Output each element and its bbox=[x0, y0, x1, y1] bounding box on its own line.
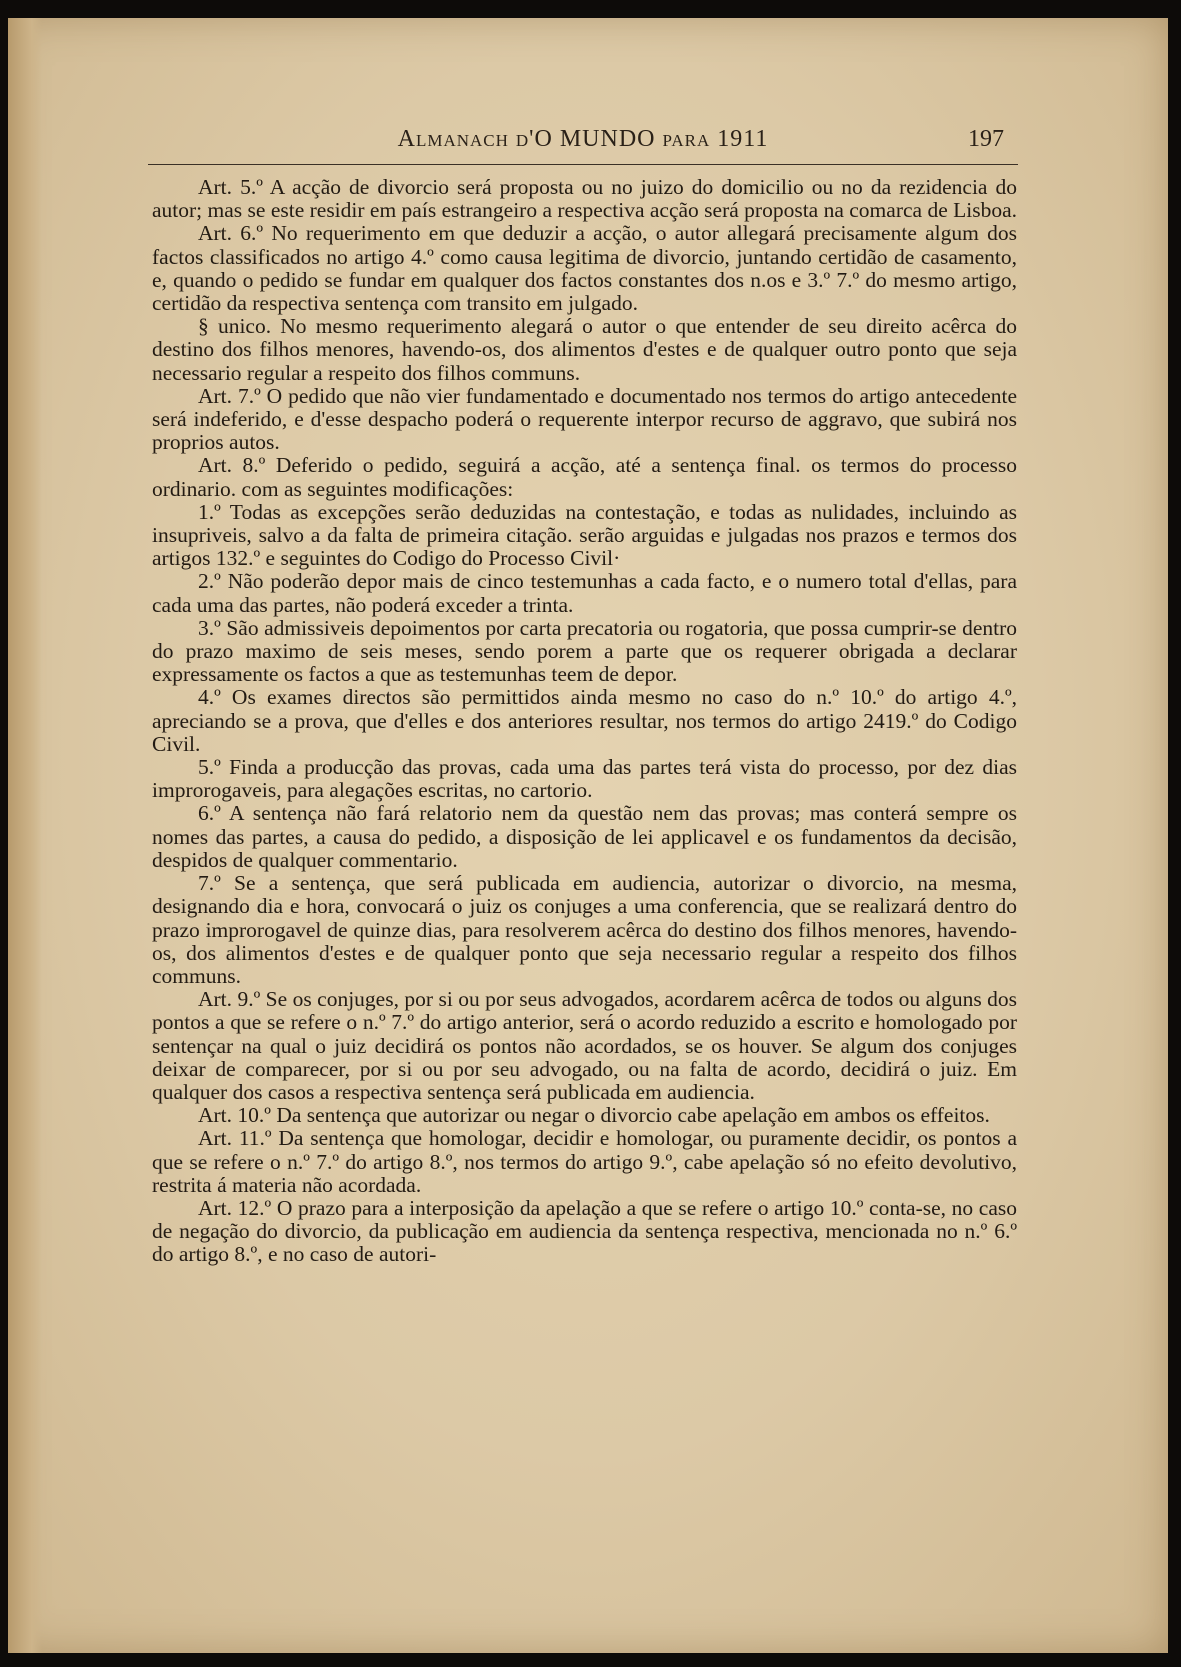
page-number: 197 bbox=[968, 126, 1004, 152]
paragraph-item-2: 2.º Não poderão depor mais de cinco testemunhas a cada facto, e o numero total d'ellas, para cada uma das partes, não poderá exceder a trinta. bbox=[152, 569, 1017, 617]
running-title: Almanach d'O MUNDO para 1911 bbox=[397, 126, 769, 152]
page-body bbox=[152, 176, 1017, 1267]
paragraph-art-7: Art. 7.º O pedido que não vier fundamentado e documentado nos termos do artigo antecedente será indeferido, e d'esse despacho poderá o requerente interpor recurso de aggravo, que subirá nos proprios autos. bbox=[152, 383, 1017, 455]
paragraph-art-11: Art. 11.º Da sentença que homologar, decidir e homologar, ou puramente decidir, os pontos a que se refere o n.º 7.º do artigo 8.º, nos termos do artigo 9.º, cabe apelação só no efeito devolutivo, restrita á materia não acordada. bbox=[152, 1126, 1017, 1197]
page-header bbox=[148, 114, 1018, 165]
paragraph-art-5: Art. 5.º A acção de divorcio será proposta ou no juizo do domicilio ou no da rezidencia do autor; mas se este residir em país estrangeiro a respectiva acção será proposta na comarca de Lisboa. bbox=[152, 175, 1017, 223]
book-page bbox=[8, 18, 1168, 1653]
paragraph-item-6: 6.º A sentença não fará relatorio nem da questão nem das provas; mas conterá sempre os nomes das partes, a causa do pedido, a disposição de lei applicavel e os fundamentos da decisão, despidos de qualquer commentario. bbox=[152, 801, 1017, 872]
paragraph-art-6: Art. 6.º No requerimento em que deduzir a acção, o autor allegará precisamente algum dos factos classificados no artigo 4.º como causa legitima de divorcio, juntando certidão de casamento, e, quando o pedido se fundar em qualquer dos factos constantes dos n.os e 3.º 7.º do mesmo artigo, certidão da respectiva sentença com transito em julgado. bbox=[152, 221, 1017, 316]
paragraph-item-3: 3.º São admissiveis depoimentos por carta precatoria ou rogatoria, que possa cumprir-se dentro do prazo maximo de seis meses, sendo porem a parte que os requerer obrigada a declarar expressamente os factos a que as testemunhas teem de depor. bbox=[152, 615, 1017, 687]
paragraph-item-1: 1.º Todas as excepções serão deduzidas na contestação, e todas as nulidades, incluindo as insupriveis, salvo a da falta de primeira citação. serão arguidas e julgadas nos prazos e termos dos artigos 132.º e seguintes do Codigo do Processo Civil· bbox=[152, 499, 1017, 571]
paragraph-item-4: 4.º Os exames directos são permittidos ainda mesmo no caso do n.º 10.º do artigo 4.º, apreciando se a prova, que d'elles e dos anteriores resultar, nos termos do artigo 2419.º do Codigo Civil. bbox=[152, 685, 1017, 756]
paragraph-art-8: Art. 8.º Deferido o pedido, seguirá a acção, até a sentença final. os termos do processo ordinario. com as seguintes modificações: bbox=[152, 453, 1017, 501]
page-gutter bbox=[8, 18, 42, 1653]
paragraph-art-9: Art. 9.º Se os conjuges, por si ou por seus advogados, acordarem acêrca de todos ou alguns dos pontos a que se refere o n.º 7.º do artigo anterior, será o acordo reduzido a escrito e homologado por sentençar na qual o juiz decidirá os pontos não acordados, se os houver. Se algum dos conjuges deixar de comparecer, por si ou por seu advogado, ou na falta de acordo, decidirá o juiz. Em qualquer dos casos a respectiva sentença será publicada em audiencia. bbox=[152, 987, 1017, 1104]
paragraph-item-7: 7.º Se a sentença, que será publicada em audiencia, autorizar o divorcio, na mesma, designando dia e hora, convocará o juiz os conjuges a uma conferencia, que se realizará dentro do prazo improrogavel de quinze dias, para resolverem acêrca do destino dos filhos menores, havendo-os, dos alimentos d'estes e de qualquer ponto que seja necessario regular a respeito dos filhos communs. bbox=[152, 871, 1017, 988]
paragraph-item-5: 5.º Finda a producção das provas, cada uma das partes terá vista do processo, por dez dias improrogaveis, para alegações escritas, no cartorio. bbox=[152, 755, 1017, 803]
paragraph-paragraph-unico: § unico. No mesmo requerimento alegará o autor o que entender de seu direito acêrca do destino dos filhos menores, havendo-os, dos alimentos d'estes e de qualquer outro ponto que seja necessario regular a respeito dos filhos communs. bbox=[152, 314, 1017, 385]
paragraph-art-10: Art. 10.º Da sentença que autorizar ou negar o divorcio cabe apelação em ambos os effeitos. bbox=[198, 1103, 990, 1128]
paragraph-art-12: Art. 12.º O prazo para a interposição da apelação a que se refere o artigo 10.º conta-se, no caso de negação do divorcio, da publicação em audiencia da sentença respectiva, mencionada no n.º 6.º do artigo 8.º, e no caso de autori- bbox=[152, 1195, 1017, 1267]
